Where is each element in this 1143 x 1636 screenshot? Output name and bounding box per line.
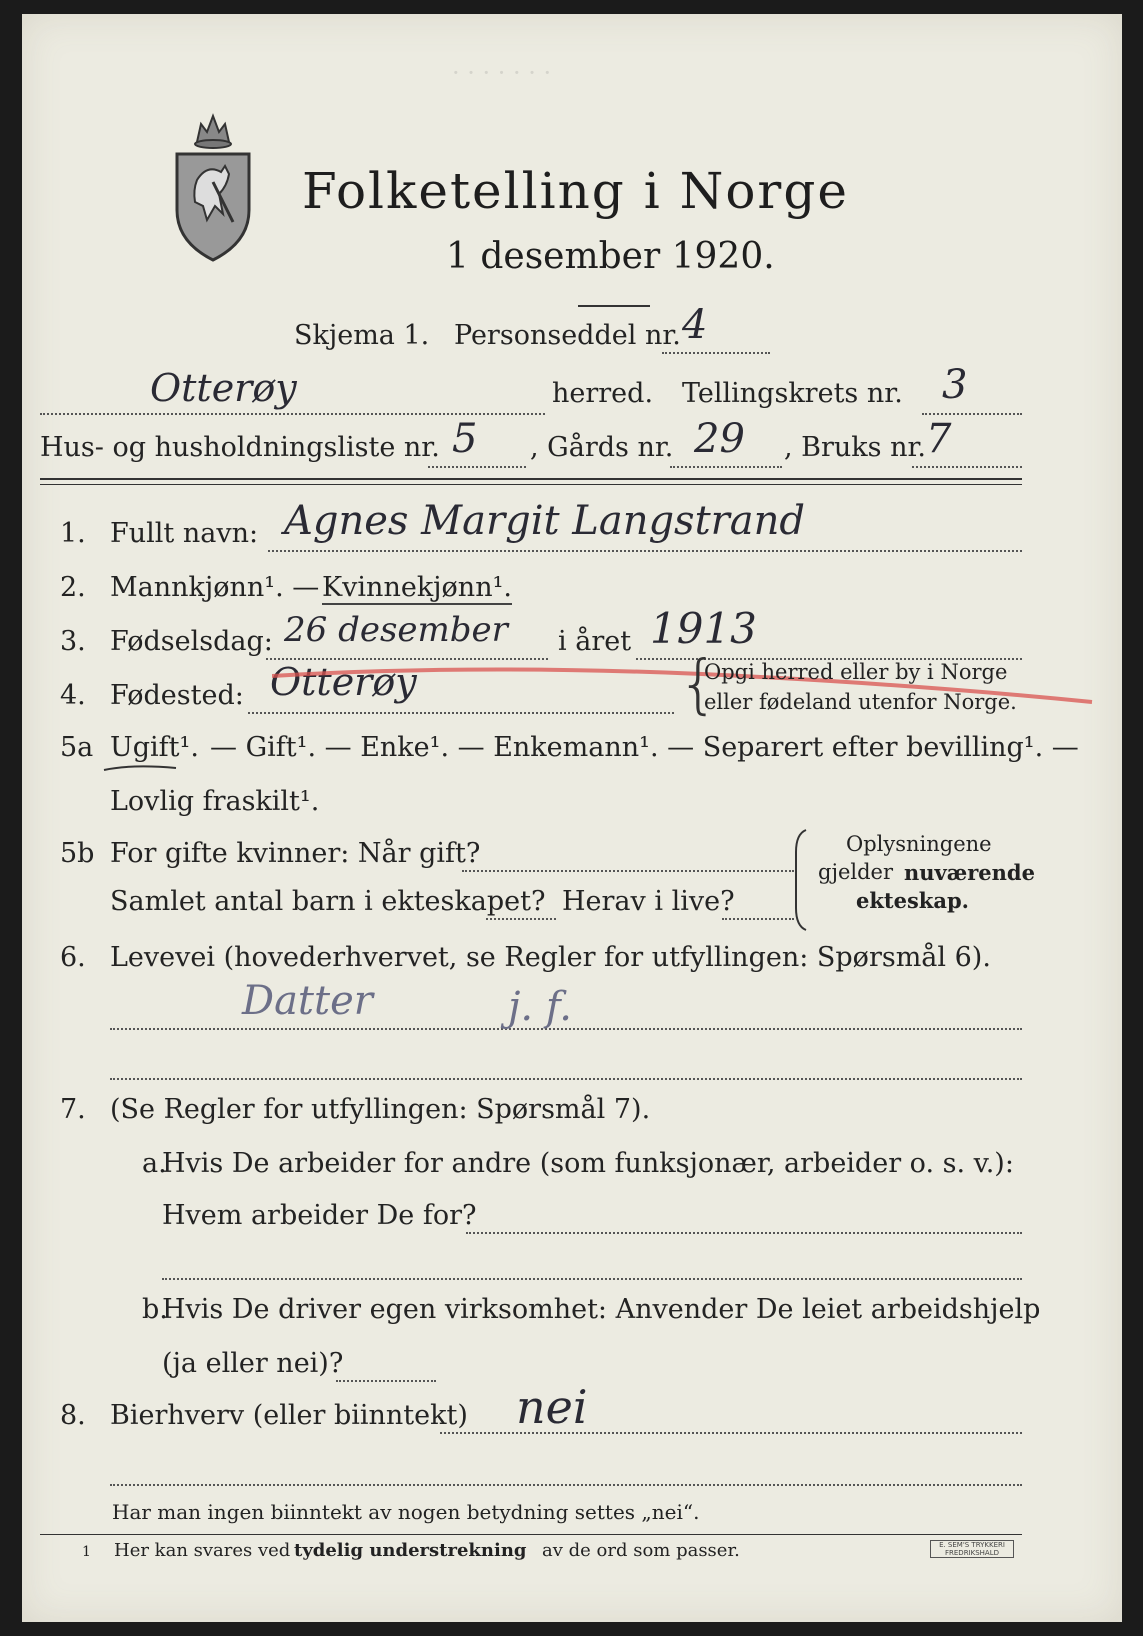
q5b-note-line1: Oplysningene bbox=[846, 832, 992, 856]
q4-note-line1: Opgi herred eller by i Norge bbox=[704, 660, 1008, 684]
gards-line bbox=[670, 466, 782, 468]
q5b-bracket bbox=[792, 828, 812, 932]
q5a-other-options[interactable]: — Gift¹. — Enke¹. — Enkemann¹. — Separert efter bevilling¹. — bbox=[210, 732, 1079, 763]
footnote-text-c: av de ord som passer. bbox=[542, 1540, 740, 1561]
q3-year-label: i året bbox=[558, 626, 632, 657]
q4-note-line2: eller fødeland utenfor Norge. bbox=[704, 690, 1017, 714]
stamp-line-2: FREDRIKSHALD bbox=[944, 1549, 999, 1557]
q5b-note-line3: ekteskap. bbox=[856, 888, 969, 913]
norwegian-coat-of-arms-icon bbox=[167, 102, 259, 264]
herred-line bbox=[40, 413, 545, 415]
q7a-employer-line-2 bbox=[162, 1278, 1022, 1280]
q6-line-2 bbox=[110, 1078, 1022, 1080]
q1-full-name-value[interactable]: Agnes Margit Langstrand bbox=[284, 498, 805, 544]
q5b-number: 5b bbox=[60, 838, 95, 869]
q7b-yes-no-line bbox=[336, 1380, 436, 1382]
title-divider bbox=[578, 305, 650, 307]
bruks-label: , Bruks nr. bbox=[784, 432, 927, 463]
q7a-label: Hvis De arbeider for andre (som funksjonær, arbeider o. s. v.): bbox=[162, 1148, 1014, 1179]
footer-note: Har man ingen biinntekt av nogen betydning settes „nei“. bbox=[112, 1500, 700, 1524]
hus-label: Hus- og husholdningsliste nr. bbox=[40, 432, 440, 463]
q7b-label: Hvis De driver egen virksomhet: Anvender De leiet arbeidshjelp bbox=[162, 1294, 1041, 1325]
gards-value[interactable]: 29 bbox=[694, 416, 745, 462]
q1-line bbox=[268, 550, 1022, 552]
q5b-label-children: Samlet antal barn i ekteskapet? bbox=[110, 886, 546, 917]
form-title: Folketelling i Norge bbox=[302, 162, 849, 220]
q5b-label-married: For gifte kvinner: Når gift? bbox=[110, 838, 481, 869]
q7b-label-yes-no: (ja eller nei)? bbox=[162, 1348, 344, 1379]
q7b-number: b. bbox=[142, 1294, 168, 1325]
q8-label: Bierhverv (eller biinntekt) bbox=[110, 1400, 468, 1431]
bruks-value[interactable]: 7 bbox=[926, 416, 952, 462]
q2-female-option-selected[interactable]: Kvinnekjønn¹. bbox=[322, 572, 512, 603]
tellingskrets-label: Tellingskrets nr. bbox=[682, 378, 903, 409]
personseddel-label: Personseddel nr. bbox=[454, 320, 681, 351]
census-form-page bbox=[22, 14, 1122, 1622]
q6-label: Levevei (hovederhvervet, se Regler for utfyllingen: Spørsmål 6). bbox=[110, 942, 991, 973]
q3-birthday-value[interactable]: 26 desember bbox=[284, 610, 508, 650]
footnote-text-a: Her kan svares ved bbox=[114, 1540, 291, 1561]
bleed-through-text: · · · · · · · bbox=[452, 59, 552, 87]
q3-year-value[interactable]: 1913 bbox=[650, 604, 757, 653]
q2-male-option[interactable]: Mannkjønn¹. — bbox=[110, 572, 320, 603]
gards-label: , Gårds nr. bbox=[530, 432, 674, 463]
q3-label: Fødselsdag: bbox=[110, 626, 273, 657]
tellingskrets-line bbox=[922, 413, 1022, 415]
hus-value[interactable]: 5 bbox=[452, 416, 478, 462]
q5b-label-alive: Herav i live? bbox=[562, 886, 735, 917]
ugift-underline-mark bbox=[102, 762, 178, 776]
tellingskrets-value[interactable]: 3 bbox=[942, 362, 968, 408]
herred-value[interactable]: Otterøy bbox=[150, 366, 297, 410]
q6-occupation-value-2[interactable]: j. f. bbox=[508, 984, 572, 1030]
form-date: 1 desember 1920. bbox=[446, 236, 775, 277]
q4-birthplace-value[interactable]: Otterøy bbox=[270, 660, 417, 704]
q6-number: 6. bbox=[60, 942, 86, 973]
footnote-text-b: tydelig understrekning bbox=[294, 1540, 527, 1561]
stamp-line-1: E. SEM'S TRYKKERI bbox=[939, 1541, 1005, 1549]
q4-brace: { bbox=[678, 648, 719, 722]
q7a-employer-line bbox=[466, 1232, 1022, 1234]
q7-label: (Se Regler for utfyllingen: Spørsmål 7). bbox=[110, 1094, 651, 1125]
personseddel-line bbox=[662, 352, 770, 354]
q5b-alive-line bbox=[722, 918, 794, 920]
hus-line bbox=[428, 466, 526, 468]
q5b-note-line2a: gjelder bbox=[818, 860, 894, 884]
q7-number: 7. bbox=[60, 1094, 86, 1125]
footnote-number: 1 bbox=[82, 1544, 91, 1560]
q1-label: Fullt navn: bbox=[110, 518, 259, 549]
q1-number: 1. bbox=[60, 518, 86, 549]
skjema-label: Skjema 1. bbox=[294, 320, 430, 351]
footer-rule bbox=[40, 1534, 1022, 1535]
q5b-children-line bbox=[486, 918, 556, 920]
q5a-fraskilt-option[interactable]: Lovlig fraskilt¹. bbox=[110, 786, 320, 817]
herred-label: herred. bbox=[552, 378, 654, 409]
printer-stamp bbox=[930, 1540, 1014, 1558]
q5a-number: 5a bbox=[60, 732, 94, 763]
header-rule-2 bbox=[40, 484, 1022, 485]
personseddel-value[interactable]: 4 bbox=[682, 302, 708, 348]
q4-label: Fødested: bbox=[110, 680, 244, 711]
q7a-label-employer: Hvem arbeider De for? bbox=[162, 1200, 477, 1231]
q5b-married-line bbox=[462, 870, 794, 872]
header-rule-1 bbox=[40, 478, 1022, 480]
q5b-note-line2b: nuværende bbox=[904, 860, 1035, 885]
q4-number: 4. bbox=[60, 680, 86, 711]
q8-side-income-value[interactable]: nei bbox=[516, 1380, 588, 1434]
bruks-line bbox=[912, 466, 1022, 468]
q8-line-2 bbox=[110, 1484, 1022, 1486]
q5a-ugift-option-selected[interactable]: Ugift¹. bbox=[110, 732, 199, 763]
q8-number: 8. bbox=[60, 1400, 86, 1431]
q2-number: 2. bbox=[60, 572, 86, 603]
q3-number: 3. bbox=[60, 626, 86, 657]
q6-occupation-value[interactable]: Datter bbox=[242, 978, 373, 1024]
q7a-number: a. bbox=[142, 1148, 167, 1179]
